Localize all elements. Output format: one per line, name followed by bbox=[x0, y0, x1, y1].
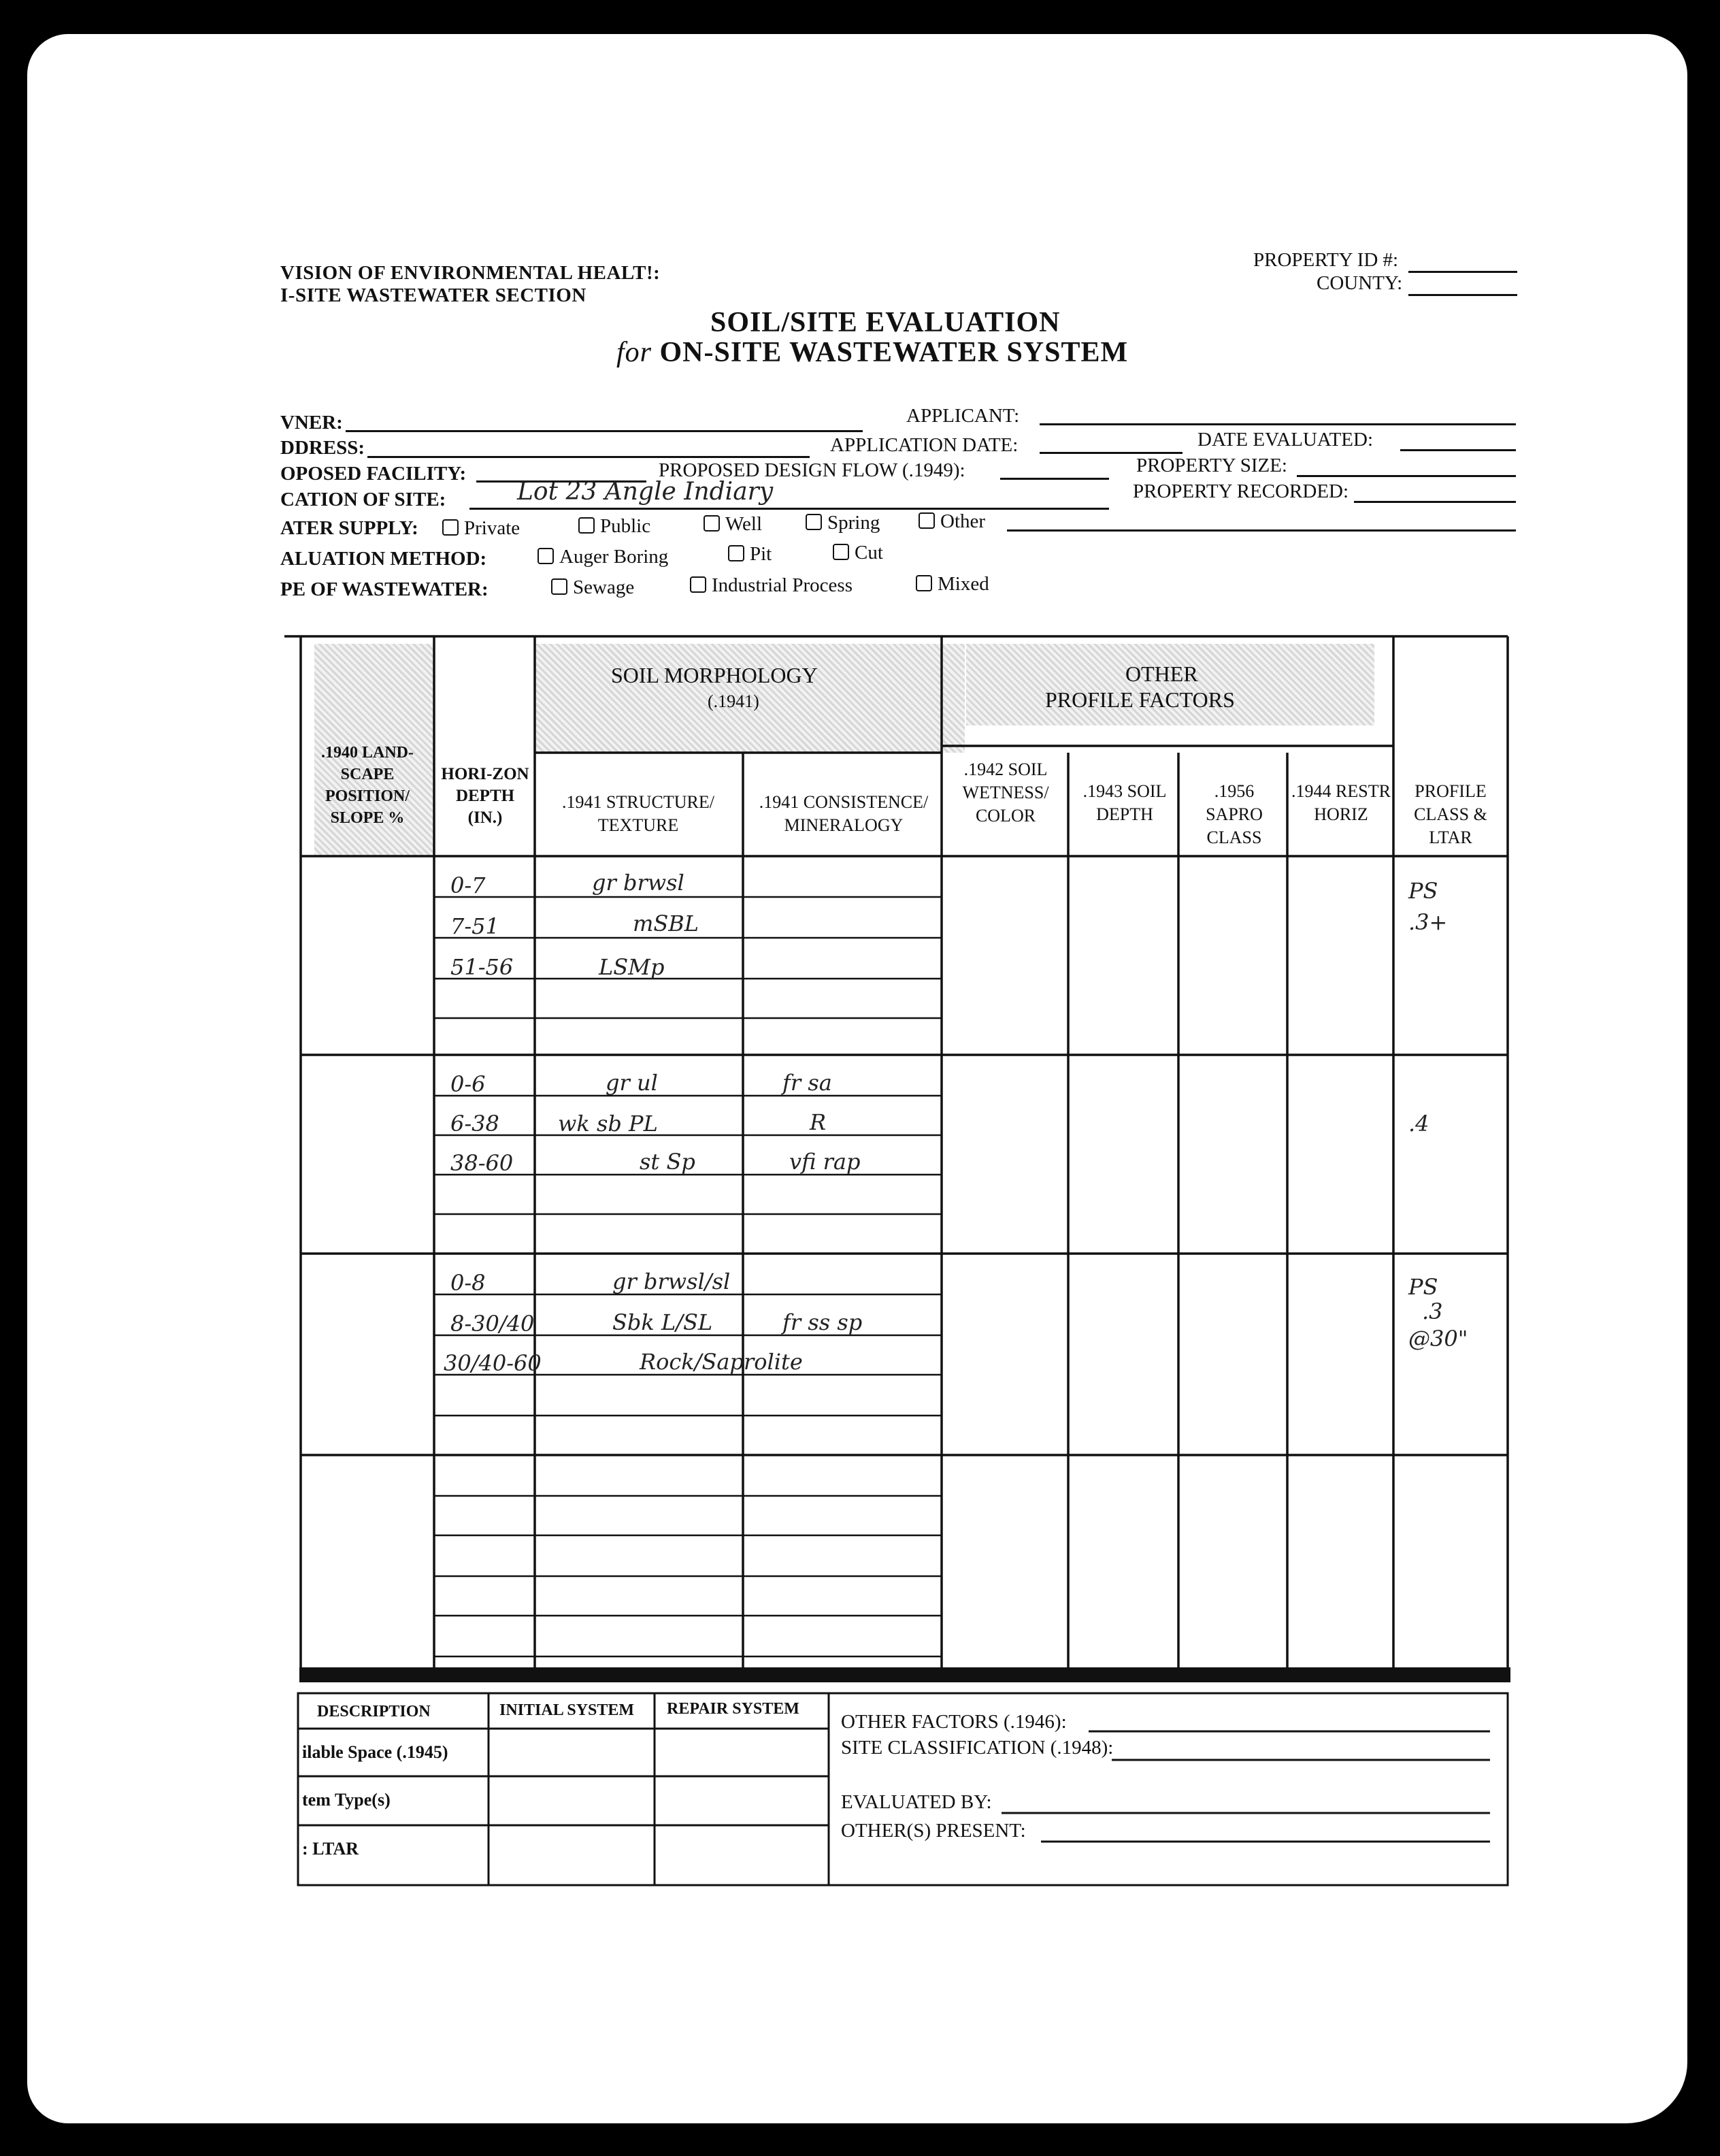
bt-ltar: : LTAR bbox=[302, 1839, 359, 1859]
initial-available-space-cell[interactable] bbox=[490, 1730, 653, 1775]
em-pit-label: Pit bbox=[750, 543, 772, 565]
ws-private-label: Private bbox=[464, 517, 520, 539]
col-consistence: .1941 CONSISTENCE/ MINERALOGY bbox=[759, 792, 929, 835]
col-restr: .1944 RESTR HORIZ bbox=[1291, 781, 1391, 824]
col-sapro: .1956 SAPRO CLASS bbox=[1206, 781, 1263, 847]
g3-r1-depth: 0-8 bbox=[450, 1270, 486, 1296]
g2-profile-1: .4 bbox=[1408, 1111, 1429, 1137]
col-landscape: .1940 LAND-SCAPE POSITION/ SLOPE % bbox=[321, 744, 414, 827]
subtitle-for: for bbox=[616, 337, 652, 368]
g1-r2-depth: 7-51 bbox=[450, 913, 499, 939]
col-wetness: .1942 SOIL WETNESS/ COLOR bbox=[962, 760, 1049, 826]
address-label: DDRESS: bbox=[280, 437, 365, 459]
g3-r1-structure: gr brwsl/sl bbox=[612, 1269, 731, 1294]
form-title: SOIL/SITE EVALUATION bbox=[710, 307, 1061, 338]
g3-r2-consistence: fr ss sp bbox=[782, 1309, 863, 1335]
soil-morphology-heading: SOIL MORPHOLOGY bbox=[611, 663, 818, 687]
g1-r2-structure: mSBL bbox=[633, 911, 699, 936]
site-classification-label: SITE CLASSIFICATION (.1948): bbox=[841, 1737, 1114, 1759]
ws-public-label: Public bbox=[600, 515, 651, 537]
g2-r2-consistence: R bbox=[810, 1109, 827, 1135]
ws-spring-label: Spring bbox=[827, 512, 880, 534]
repair-ltar-cell[interactable] bbox=[656, 1827, 827, 1884]
form-page bbox=[27, 34, 1687, 2123]
repair-system-type-cell[interactable] bbox=[656, 1778, 827, 1824]
section-header: I-SITE WASTEWATER SECTION bbox=[280, 284, 586, 306]
subtitle-rest: ON-SITE WASTEWATER SYSTEM bbox=[659, 337, 1129, 368]
initial-system-type-cell[interactable] bbox=[490, 1778, 653, 1824]
location-value: Lot 23 Angle Indiary bbox=[517, 478, 774, 506]
applicant-label: APPLICANT: bbox=[906, 405, 1020, 427]
g2-r1-structure: gr ul bbox=[606, 1070, 658, 1096]
em-cut-label: Cut bbox=[855, 542, 883, 564]
design-flow-label: PROPOSED DESIGN FLOW (.1949): bbox=[659, 459, 965, 481]
repair-available-space-cell[interactable] bbox=[656, 1730, 827, 1775]
g1-r1-depth: 0-7 bbox=[450, 872, 486, 898]
other-factors-heading-1: OTHER bbox=[1125, 662, 1198, 686]
date-evaluated-label: DATE EVALUATED: bbox=[1197, 429, 1374, 451]
property-recorded-label: PROPERTY RECORDED: bbox=[1133, 480, 1349, 502]
property-size-label: PROPERTY SIZE: bbox=[1136, 455, 1287, 476]
g1-r1-structure: gr brwsl bbox=[592, 870, 684, 896]
owner-label: VNER: bbox=[280, 412, 343, 434]
soil-morphology-code: (.1941) bbox=[708, 691, 759, 711]
others-present-label: OTHER(S) PRESENT: bbox=[841, 1820, 1026, 1842]
bt-initial-system: INITIAL SYSTEM bbox=[499, 1701, 635, 1719]
g2-r2-depth: 6-38 bbox=[450, 1111, 499, 1137]
g3-profile-2: .3 bbox=[1422, 1298, 1443, 1324]
g1-profile-2: .3+ bbox=[1408, 909, 1448, 935]
g3-r3-structure: Rock/Saprolite bbox=[640, 1349, 803, 1375]
g3-profile-1: PS bbox=[1408, 1274, 1438, 1300]
col-horizon: HORI-ZON DEPTH (IN.) bbox=[441, 765, 529, 827]
col-structure: .1941 STRUCTURE/ TEXTURE bbox=[562, 792, 714, 835]
g2-r2-structure: wk sb PL bbox=[558, 1111, 658, 1137]
g2-r3-depth: 38-60 bbox=[450, 1150, 514, 1176]
bt-description: DESCRIPTION bbox=[317, 1703, 431, 1720]
em-auger-label: Auger Boring bbox=[559, 546, 669, 568]
county-label: COUNTY: bbox=[1317, 272, 1403, 294]
g3-r2-structure: Sbk L/SL bbox=[612, 1309, 713, 1335]
g2-r3-consistence: vfi rap bbox=[789, 1149, 861, 1175]
evaluation-method-label: ALUATION METHOD: bbox=[280, 548, 487, 570]
ws-well-label: Well bbox=[725, 513, 763, 535]
property-id-label: PROPERTY ID #: bbox=[1253, 249, 1399, 271]
other-factors-label: OTHER FACTORS (.1946): bbox=[841, 1711, 1067, 1733]
water-supply-label: ATER SUPPLY: bbox=[280, 517, 418, 539]
col-profile: PROFILE CLASS & LTAR bbox=[1414, 781, 1487, 847]
g2-r3-structure: st Sp bbox=[640, 1149, 695, 1175]
g3-r2-depth: 8-30/40 bbox=[450, 1311, 535, 1337]
g1-r3-structure: LSMp bbox=[599, 954, 665, 980]
wt-sewage-label: Sewage bbox=[573, 576, 635, 598]
g1-profile-1: PS bbox=[1408, 878, 1438, 904]
g3-r3-depth: 30/40-60 bbox=[444, 1350, 542, 1376]
ws-other-label: Other bbox=[940, 510, 986, 532]
wt-industrial-label: Industrial Process bbox=[712, 574, 853, 596]
wastewater-label: PE OF WASTEWATER: bbox=[280, 578, 489, 600]
g2-r1-consistence: fr sa bbox=[782, 1070, 832, 1096]
other-factors-heading-2: PROFILE FACTORS bbox=[1045, 687, 1235, 712]
g3-profile-3: @30" bbox=[1408, 1326, 1468, 1352]
bt-available-space: ilable Space (.1945) bbox=[302, 1742, 448, 1762]
wt-mixed-label: Mixed bbox=[938, 573, 989, 595]
division-header: VISION OF ENVIRONMENTAL HEALT!: bbox=[280, 262, 661, 284]
initial-ltar-cell[interactable] bbox=[490, 1827, 653, 1884]
application-date-label: APPLICATION DATE: bbox=[830, 434, 1019, 456]
proposed-facility-label: OPOSED FACILITY: bbox=[280, 463, 467, 485]
g1-r3-depth: 51-56 bbox=[450, 954, 514, 980]
bt-repair-system: REPAIR SYSTEM bbox=[667, 1700, 799, 1718]
evaluated-by-label: EVALUATED BY: bbox=[841, 1791, 992, 1813]
bt-system-type: tem Type(s) bbox=[302, 1790, 391, 1810]
location-label: CATION OF SITE: bbox=[280, 489, 446, 510]
col-soil-depth: .1943 SOIL DEPTH bbox=[1082, 781, 1167, 824]
g2-r1-depth: 0-6 bbox=[450, 1071, 486, 1097]
